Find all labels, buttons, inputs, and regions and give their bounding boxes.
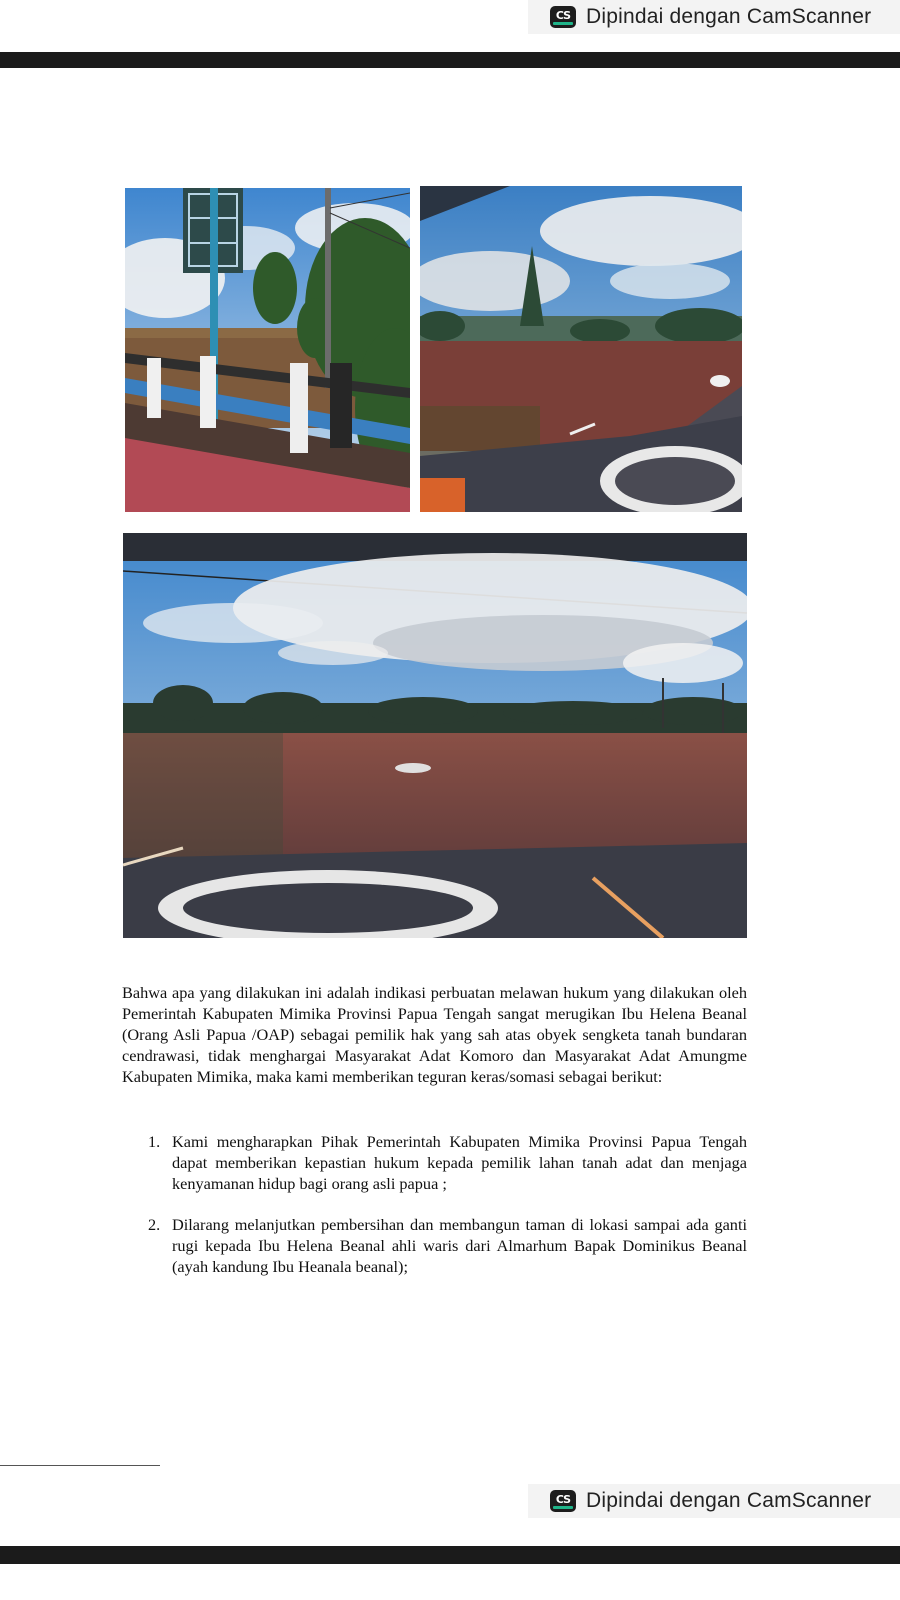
- camscanner-watermark-bottom: [528, 1484, 900, 1518]
- scan-edge-line: [0, 1465, 160, 1466]
- list-number: 1.: [148, 1132, 161, 1151]
- camscanner-logo-icon: CS: [550, 1490, 576, 1512]
- camscanner-watermark-text: Dipindai dengan CamScanner: [586, 5, 872, 28]
- list-number: 2.: [148, 1215, 161, 1234]
- photo-roadside-railing: [125, 188, 410, 512]
- list-text: Dilarang melanjutkan pembersihan dan membangun taman di lokasi sampai ada ganti rugi kepada Ibu Helena Beanal ahli waris dari Almarhum Bapak Dominikus Beanal (ayah kandung Ibu Heanala beanal);: [172, 1215, 747, 1276]
- body-paragraph: Bahwa apa yang dilakukan ini adalah indikasi perbuatan melawan hukum yang dilakukan oleh Pemerintah Kabupaten Mimika Provinsi Papua Tengah sangat merugikan Ibu Helena Beanal (Orang Asli Papua /OAP) sebagai pemilik hak yang sah atas obyek sengketa tanah bundaran cendrawasi, tidak menghargai Masyarakat Adat Komoro dan Masyarakat Adat Amungme Kabupaten Mimika, maka kami memberikan teguran keras/somasi sebagai berikut:: [122, 983, 747, 1086]
- scan-edge-bottom: [0, 1546, 900, 1564]
- photo-wide-field-road-view: [123, 533, 747, 938]
- camscanner-watermark-text: Dipindai dengan CamScanner: [586, 1489, 872, 1512]
- camscanner-watermark-top: [528, 0, 900, 34]
- photo-field-with-road: [420, 186, 742, 512]
- camscanner-logo-icon: CS: [550, 6, 576, 28]
- list-item: [148, 1131, 747, 1194]
- list-item: [148, 1214, 747, 1277]
- list-text: Kami mengharapkan Pihak Pemerintah Kabupaten Mimika Provinsi Papua Tengah dapat memberikan kepastian hukum kepada pemilik lahan tanah adat dan menjaga kenyamanan hidup bagi orang asli papua ;: [172, 1132, 747, 1193]
- scan-edge-top: [0, 52, 900, 68]
